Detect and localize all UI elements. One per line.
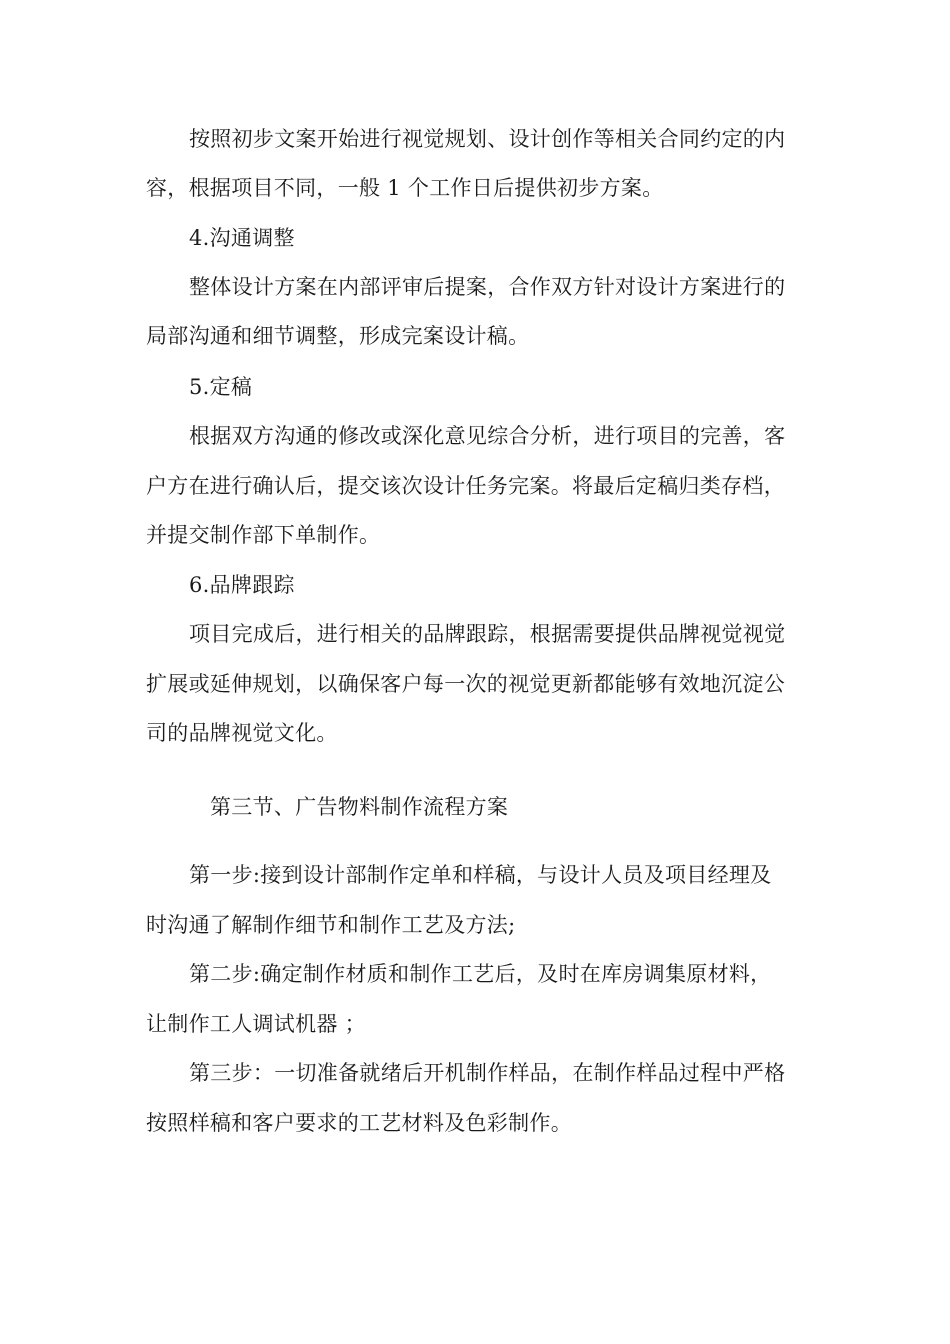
paragraph-line: 让制作工人调试机器 ； bbox=[146, 1012, 366, 1036]
paragraph-line: 第三步：一切准备就绪后开机制作样品，在制作样品过程中严格 bbox=[189, 1061, 786, 1085]
paragraph-line: 按照初步文案开始进行视觉规划、设计创作等相关合同约定的内 bbox=[189, 127, 786, 151]
section-title: 第三节、广告物料制作流程方案 bbox=[210, 795, 509, 819]
paragraph-line: 扩展或延伸规划，以确保客户每一次的视觉更新都能够有效地沉淀公 bbox=[146, 672, 785, 696]
paragraph-line: 容，根据项目不同，一般 1 个工作日后提供初步方案。 bbox=[146, 176, 664, 200]
paragraph-line: 第二步:确定制作材质和制作工艺后，及时在库房调集原材料， bbox=[189, 962, 772, 986]
step-heading: 4.沟通调整 bbox=[189, 226, 295, 250]
paragraph-line: 项目完成后，进行相关的品牌跟踪，根据需要提供品牌视觉视觉 bbox=[189, 622, 786, 646]
step-heading: 5.定稿 bbox=[189, 375, 253, 399]
paragraph-line: 户方在进行确认后，提交该次设计任务完案。将最后定稿归类存档， bbox=[146, 474, 785, 498]
paragraph-line: 局部沟通和细节调整，形成完案设计稿。 bbox=[146, 324, 530, 348]
paragraph-line: 第一步:接到设计部制作定单和样稿，与设计人员及项目经理及 bbox=[189, 863, 772, 887]
paragraph-line: 并提交制作部下单制作。 bbox=[146, 523, 381, 547]
paragraph-line: 按照样稿和客户要求的工艺材料及色彩制作。 bbox=[146, 1111, 572, 1135]
paragraph-line: 时沟通了解制作细节和制作工艺及方法; bbox=[146, 913, 516, 937]
paragraph-line: 根据双方沟通的修改或深化意见综合分析，进行项目的完善，客 bbox=[189, 424, 786, 448]
paragraph-line: 整体设计方案在内部评审后提案，合作双方针对设计方案进行的 bbox=[189, 275, 786, 299]
paragraph-line: 司的品牌视觉文化。 bbox=[146, 721, 338, 745]
step-heading: 6.品牌跟踪 bbox=[189, 573, 295, 597]
